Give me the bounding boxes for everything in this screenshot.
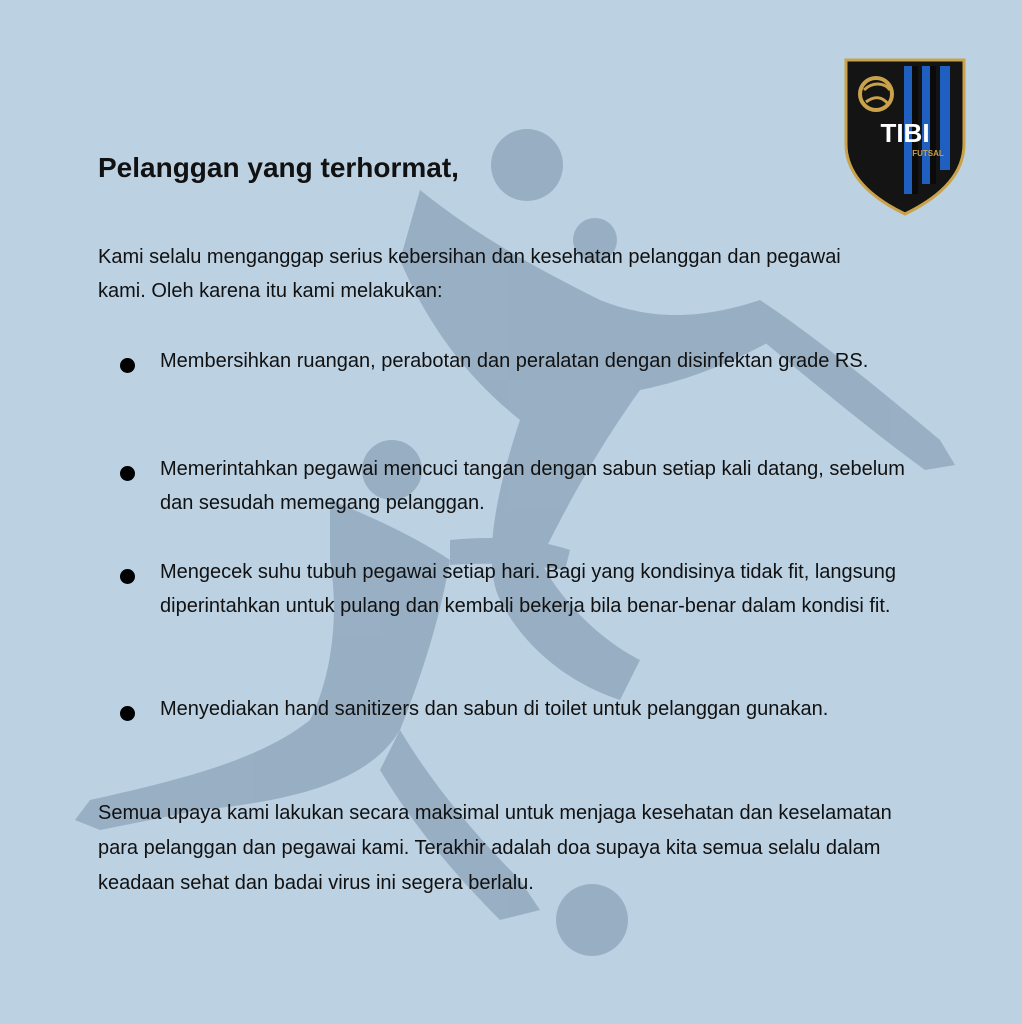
logo-tagline: FUTSAL — [912, 149, 944, 158]
list-item-text: Memerintahkan pegawai mencuci tangan dengan sabun setiap kali datang, sebelum dan sesudah memegang pelanggan. — [160, 458, 905, 514]
logo-brand: TIBI — [880, 118, 930, 148]
closing-paragraph: Semua upaya kami lakukan secara maksimal untuk menjaga kesehatan dan keselamatan para pelanggan dan pegawai kami. Terakhir adalah doa supaya kita semua selalu dalam keadaan sehat dan badai virus ini segera berlalu. — [98, 802, 892, 894]
bullet-icon — [120, 706, 135, 721]
bullet-icon — [120, 466, 135, 481]
tibi-futsal-logo — [842, 56, 968, 218]
greeting-heading: Pelanggan yang terhormat, — [98, 152, 459, 183]
intro-paragraph: Kami selalu menganggap serius kebersihan dan kesehatan pelanggan dan pegawai kami. Oleh karena itu kami melakukan: — [98, 246, 841, 302]
list-item-text: Mengecek suhu tubuh pegawai setiap hari. Bagi yang kondisinya tidak fit, langsung diperintahkan untuk pulang dan kembali bekerja bila benar-benar dalam kondisi fit. — [160, 561, 897, 617]
bullet-icon — [120, 569, 135, 584]
bullet-icon — [120, 358, 135, 373]
list-item-text: Menyediakan hand sanitizers dan sabun di toilet untuk pelanggan gunakan. — [160, 698, 829, 720]
list-item-text: Membersihkan ruangan, perabotan dan peralatan dengan disinfektan grade RS. — [160, 350, 869, 372]
